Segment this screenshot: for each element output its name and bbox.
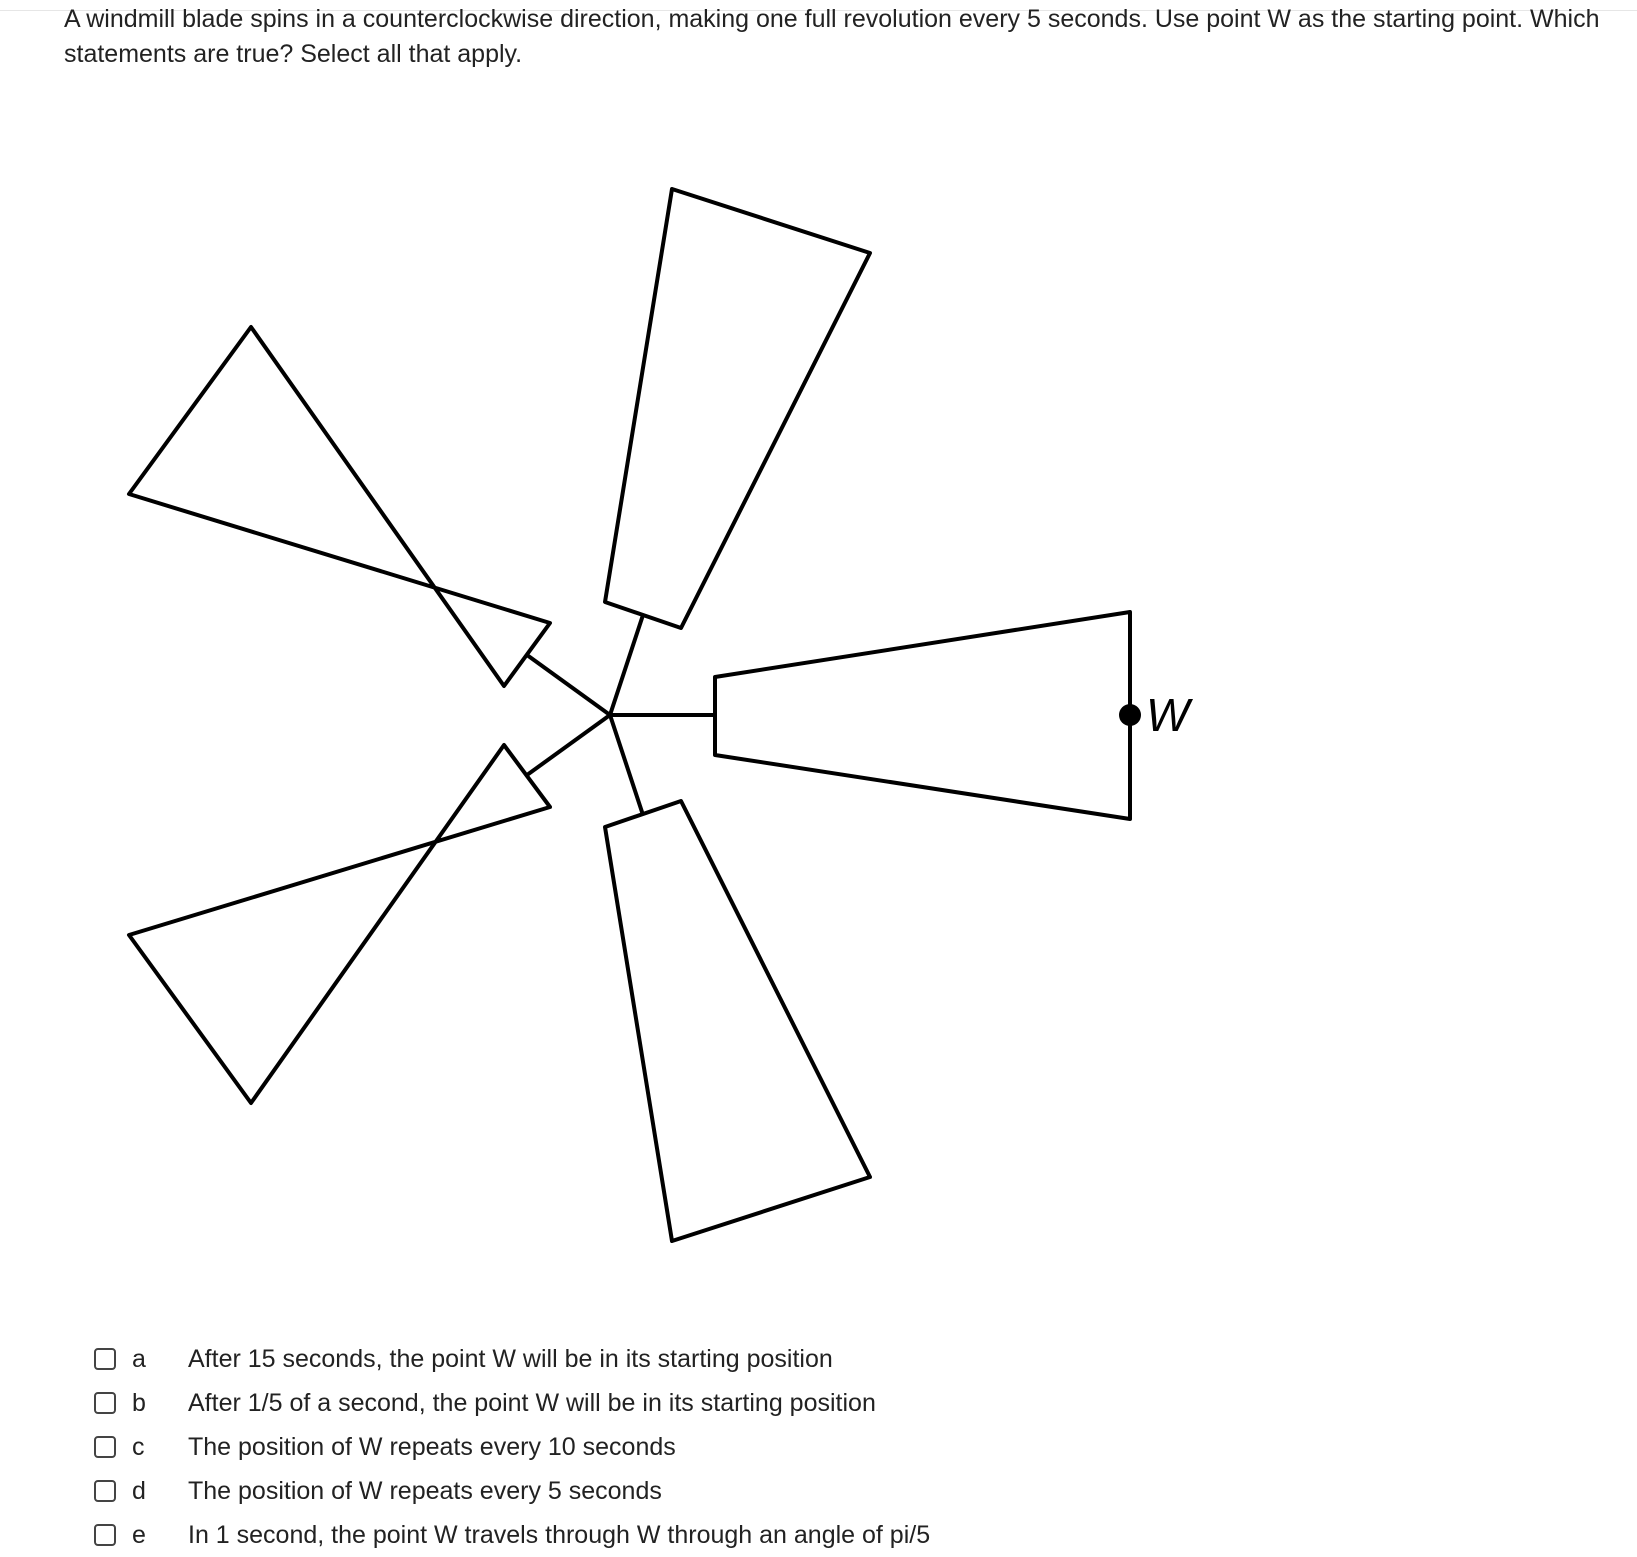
blade-lower-right	[605, 801, 870, 1241]
choice-d[interactable]	[94, 1469, 930, 1513]
choice-a[interactable]	[94, 1337, 930, 1381]
answer-choices	[94, 1337, 930, 1557]
checkbox-c[interactable]	[94, 1436, 116, 1458]
blade-upper-right	[605, 189, 870, 628]
checkbox-b[interactable]	[94, 1392, 116, 1414]
point-w-label: W	[1146, 689, 1190, 741]
blade-upper-left	[129, 327, 550, 686]
choice-text: The position of W repeats every 10 seconds	[188, 1432, 676, 1461]
spoke-lower-right	[610, 715, 643, 815]
choice-b[interactable]	[94, 1381, 930, 1425]
point-w-marker	[1119, 704, 1141, 726]
choice-text: After 1/5 of a second, the point W will be in its starting position	[188, 1388, 876, 1417]
choice-e[interactable]	[94, 1513, 930, 1557]
checkbox-d[interactable]	[94, 1480, 116, 1502]
choice-text: After 15 seconds, the point W will be in its starting position	[188, 1344, 833, 1373]
checkbox-e[interactable]	[94, 1524, 116, 1546]
choice-text: The position of W repeats every 5 seconds	[188, 1476, 662, 1505]
choice-letter: d	[132, 1476, 146, 1505]
choice-letter: a	[132, 1344, 146, 1373]
choice-letter: e	[132, 1520, 146, 1549]
choice-letter: c	[132, 1432, 145, 1461]
spoke-upper-left	[527, 655, 610, 715]
checkbox-a[interactable]	[94, 1348, 116, 1370]
spoke-upper-right	[610, 615, 643, 715]
choice-c[interactable]	[94, 1425, 930, 1469]
blade-lower-left	[129, 745, 550, 1103]
question-text: A windmill blade spins in a counterclockwise direction, making one full revolution every 5 seconds. Use point W as the starting point. Which statements are true? Select all that apply.	[64, 5, 1600, 68]
choice-text: In 1 second, the point W travels through W through an angle of pi/5	[188, 1520, 931, 1549]
blade-right	[715, 612, 1130, 819]
choice-letter: b	[132, 1388, 146, 1417]
windmill-figure	[0, 150, 1637, 1260]
spoke-lower-left	[527, 715, 610, 775]
